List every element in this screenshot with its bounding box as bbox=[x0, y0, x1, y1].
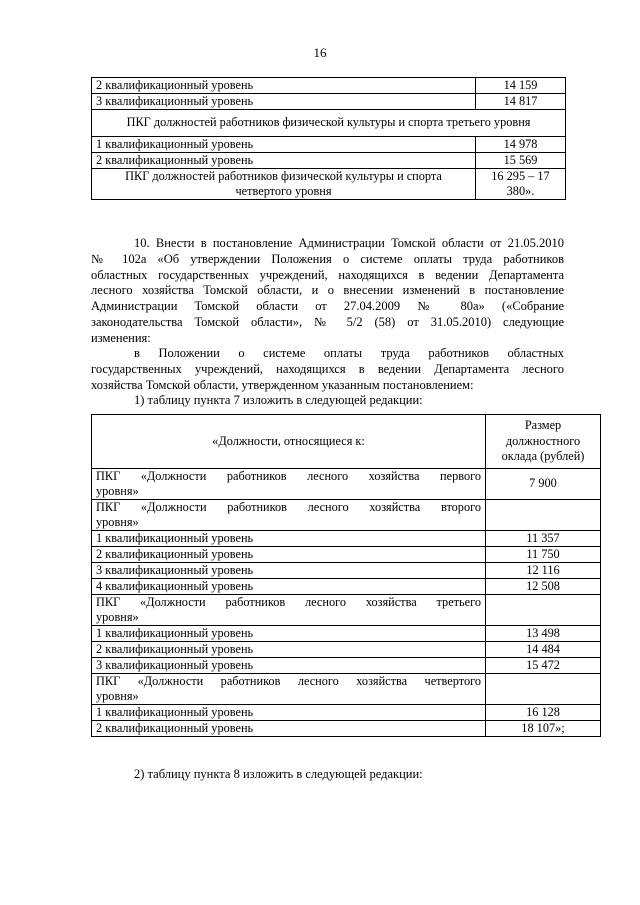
row-label: 3 квалификационный уровень bbox=[92, 657, 486, 673]
salary-table-forestry bbox=[91, 414, 601, 737]
group-heading-row bbox=[92, 169, 566, 200]
row-value: 16 128 bbox=[486, 704, 601, 720]
header-salary-line: Размер bbox=[524, 418, 562, 432]
row-label: 3 квалификационный уровень bbox=[92, 94, 476, 110]
row-label: 3 квалификационный уровень bbox=[92, 562, 486, 578]
page-number: 16 bbox=[313, 45, 327, 60]
group-heading bbox=[92, 594, 486, 625]
row-label: 2 квалификационный уровень bbox=[92, 720, 486, 736]
table-row bbox=[92, 78, 566, 94]
row-value: 15 569 bbox=[476, 153, 566, 169]
row-value: 16 295 – 17 380». bbox=[476, 169, 566, 200]
group-heading bbox=[92, 673, 486, 704]
paragraph-10 bbox=[91, 236, 564, 347]
row-label: 1 квалификационный уровень bbox=[92, 530, 486, 546]
group-heading-row bbox=[92, 594, 601, 625]
text-line: изменения: bbox=[91, 330, 151, 345]
group-heading-row bbox=[92, 468, 601, 499]
item-1: 1) таблицу пункта 7 изложить в следующей редакции: bbox=[134, 393, 423, 407]
table-row bbox=[92, 704, 601, 720]
row-label: 4 квалификационный уровень bbox=[92, 578, 486, 594]
table-row bbox=[92, 137, 566, 153]
table-row bbox=[92, 720, 601, 736]
header-salary bbox=[486, 415, 601, 469]
group-heading-line: ПКГ «Должности работников лесного хозяйства четвертого bbox=[96, 673, 481, 688]
group-heading-line: уровня» bbox=[96, 514, 139, 529]
row-label: 2 квалификационный уровень bbox=[92, 153, 476, 169]
row-label: 2 квалификационный уровень bbox=[92, 78, 476, 94]
group-heading-line: ПКГ должностей работников физической культуры и спорта bbox=[125, 169, 442, 183]
row-value: 14 484 bbox=[486, 641, 601, 657]
header-positions: «Должности, относящиеся к: bbox=[92, 415, 486, 469]
text-line: лесного хозяйства Томской области, и о внесении изменений в постановление bbox=[91, 283, 564, 298]
group-heading-line: ПКГ «Должности работников лесного хозяйства первого bbox=[96, 468, 481, 483]
row-value: 18 107»; bbox=[486, 720, 601, 736]
group-heading: ПКГ должностей работников физической культуры и спорта третьего уровня bbox=[92, 110, 566, 137]
row-value: 11 750 bbox=[486, 546, 601, 562]
header-salary-line: должностного bbox=[505, 433, 581, 448]
table-row bbox=[92, 530, 601, 546]
group-heading bbox=[92, 499, 486, 530]
salary-table-sport bbox=[91, 77, 566, 200]
row-value: 15 472 bbox=[486, 657, 601, 673]
header-salary-line: оклада (рублей) bbox=[501, 449, 585, 463]
group-heading-line: уровня» bbox=[96, 483, 139, 498]
group-heading-line: уровня» bbox=[96, 609, 139, 624]
table-row bbox=[92, 578, 601, 594]
row-label: 1 квалификационный уровень bbox=[92, 137, 476, 153]
text-line: областных государственных учреждений, находящихся в ведении Департамента bbox=[91, 267, 564, 282]
text-line: Администрации Томской области от 27.04.2009 № 80а» («Собрание bbox=[91, 299, 564, 314]
table-row bbox=[92, 562, 601, 578]
group-heading-row bbox=[92, 110, 566, 137]
group-heading-row bbox=[92, 673, 601, 704]
text-line: хозяйства Томской области, утвержденном указанным постановлением: bbox=[91, 377, 474, 392]
row-value: 13 498 bbox=[486, 625, 601, 641]
row-value: 7 900 bbox=[486, 468, 601, 499]
row-value: 12 508 bbox=[486, 578, 601, 594]
row-value: 12 116 bbox=[486, 562, 601, 578]
table-row bbox=[92, 94, 566, 110]
item-2: 2) таблицу пункта 8 изложить в следующей редакции: bbox=[134, 767, 423, 781]
row-label: 2 квалификационный уровень bbox=[92, 546, 486, 562]
empty-cell bbox=[486, 594, 601, 625]
text-line: 10. Внести в постановление Администрации Томской области от 21.05.2010 bbox=[134, 236, 564, 250]
paragraph-polozhenie bbox=[91, 346, 564, 393]
group-heading-line: четвертого уровня bbox=[235, 184, 332, 198]
row-value: 14 978 bbox=[476, 137, 566, 153]
row-label: 1 квалификационный уровень bbox=[92, 625, 486, 641]
table-row bbox=[92, 625, 601, 641]
table-row bbox=[92, 546, 601, 562]
empty-cell bbox=[486, 673, 601, 704]
group-heading-line: уровня» bbox=[96, 688, 139, 703]
group-heading-line: ПКГ «Должности работников лесного хозяйства второго bbox=[96, 499, 481, 514]
table-row bbox=[92, 657, 601, 673]
text-line: в Положении о системе оплаты труда работников областных bbox=[134, 346, 564, 360]
row-label: 2 квалификационный уровень bbox=[92, 641, 486, 657]
table-row bbox=[92, 641, 601, 657]
text-line: государственных учреждений, находящихся в ведении Департамента лесного bbox=[91, 361, 564, 376]
text-line: № 102а «Об утверждении Положения о системе оплаты труда работников bbox=[91, 251, 564, 266]
group-heading-line: ПКГ «Должности работников лесного хозяйства третьего bbox=[96, 594, 481, 609]
text-line: законодательства Томской области», № 5/2 (58) от 31.05.2010) следующие bbox=[91, 314, 564, 329]
table-row bbox=[92, 153, 566, 169]
header-row bbox=[92, 415, 601, 469]
row-value: 14 159 bbox=[476, 78, 566, 94]
group-heading-row bbox=[92, 499, 601, 530]
row-value: 14 817 bbox=[476, 94, 566, 110]
group-heading bbox=[92, 468, 486, 499]
row-label: 1 квалификационный уровень bbox=[92, 704, 486, 720]
row-value: 11 357 bbox=[486, 530, 601, 546]
group-heading bbox=[92, 169, 476, 200]
empty-cell bbox=[486, 499, 601, 530]
